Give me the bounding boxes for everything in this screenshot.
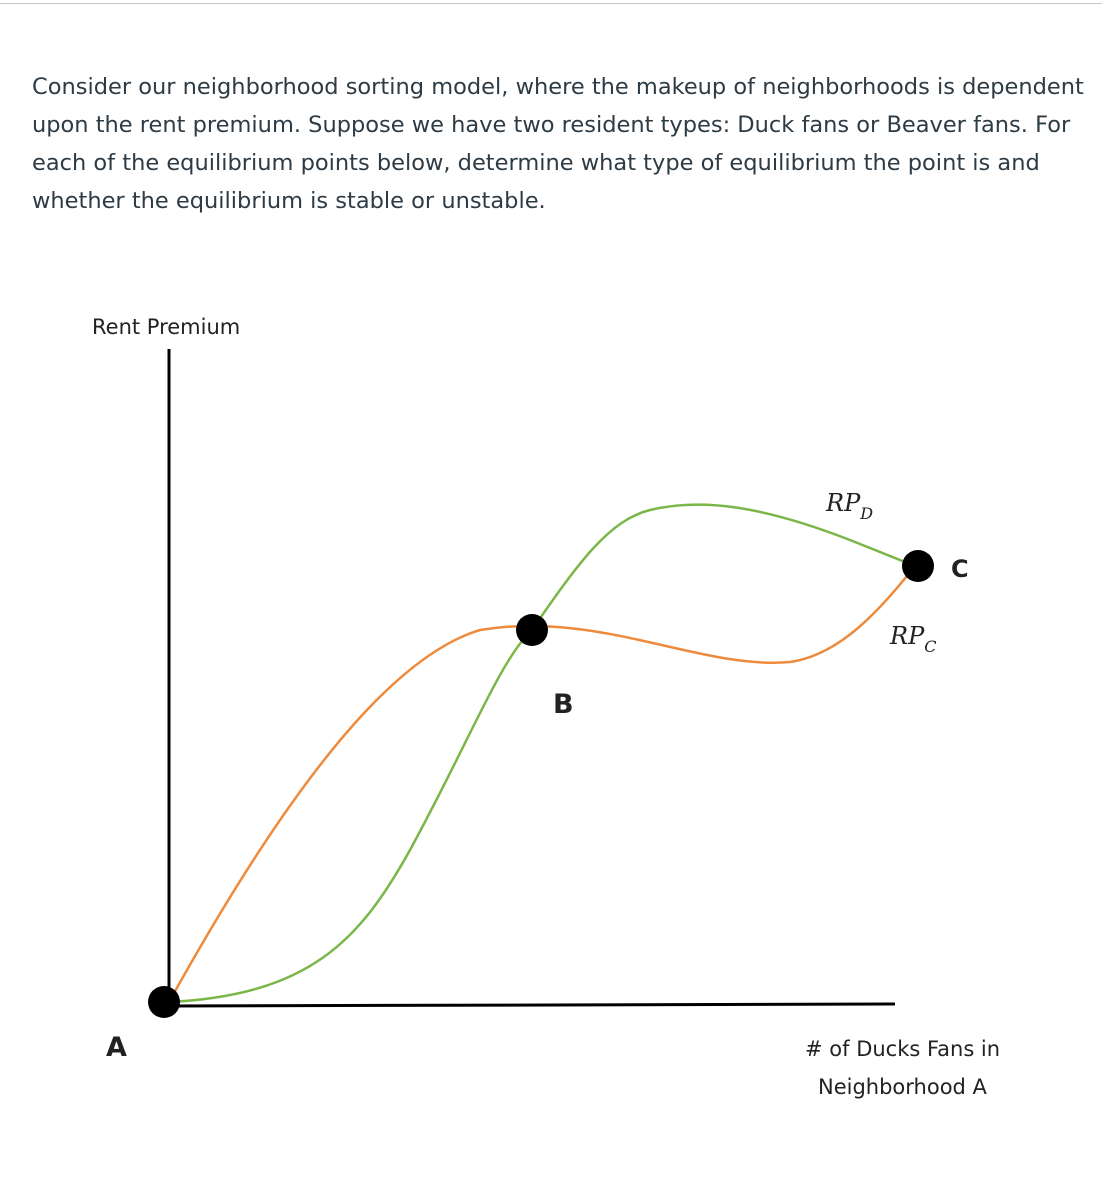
rp-d-label xyxy=(825,489,873,523)
rp-d-curve xyxy=(169,505,915,1002)
rp-d-main: RP xyxy=(826,489,861,517)
rp-c-label xyxy=(889,622,936,656)
point-c-marker xyxy=(902,550,934,582)
point-c-label: C xyxy=(951,555,969,583)
point-b-label: B xyxy=(553,689,574,720)
rp-c-sub: C xyxy=(924,637,937,656)
x-axis-label-line2: Neighborhood A xyxy=(818,1075,987,1099)
rp-d-sub: D xyxy=(860,504,874,523)
x-axis-label-line1: # of Ducks Fans in xyxy=(805,1037,1001,1061)
question-text: Consider our neighborhood sorting model, where the makeup of neighborhoods is dependent upon the rent premium. Suppose we have two resident types: Duck fans or Beaver fans. For each of the equilibrium points below, determine what type of equilibrium the point is and whether the equilibrium is stable or unstable. xyxy=(32,74,1084,214)
rp-c-main: RP xyxy=(890,622,925,650)
x-axis xyxy=(169,1004,895,1006)
point-a-label: A xyxy=(106,1032,127,1063)
point-a-marker xyxy=(148,986,180,1018)
y-axis-label: Rent Premium xyxy=(92,315,241,339)
point-b-marker xyxy=(516,614,548,646)
